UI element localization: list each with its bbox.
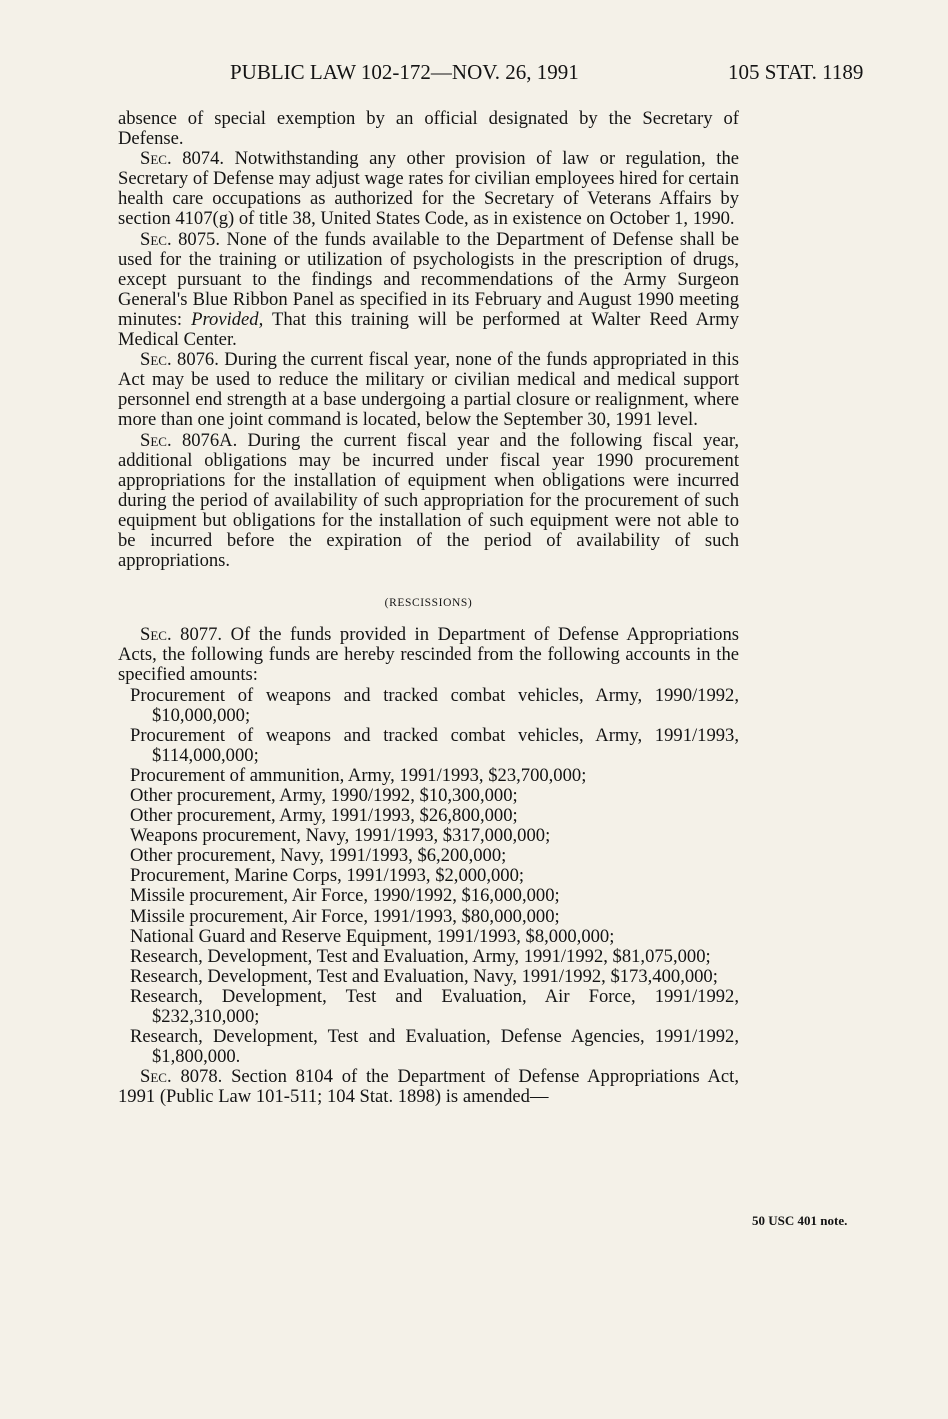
rescission-item: Research, Development, Test and Evaluation, Defense Agencies, 1991/1992, $1,800,000. — [130, 1026, 739, 1068]
rescission-item: Research, Development, Test and Evaluation, Army, 1991/1992, $81,075,000; — [130, 945, 711, 967]
stat-page-reference: 105 STAT. 1189 — [728, 60, 864, 84]
section-8075 — [118, 230, 739, 351]
rescission-item: National Guard and Reserve Equipment, 1991/1993, $8,000,000; — [130, 925, 615, 947]
section-text: 8075. None of the funds available to the Department of Defense shall be used for the training or utilization of psychologists in the prescription of drugs, except pursuant to the findings and recommendations of the Army Surgeon General's Blue Ribbon Panel as specified in its February and August 1990 meeting minutes: — [118, 228, 739, 330]
section-label: Sec. — [140, 624, 172, 646]
document-body — [118, 109, 739, 1108]
rescission-item: Procurement of ammunition, Army, 1991/1993, $23,700,000; — [130, 764, 587, 786]
rescission-item: Procurement, Marine Corps, 1991/1993, $2,000,000; — [130, 865, 525, 887]
rescissions-heading: (RESCISSIONS) — [384, 597, 473, 610]
provided-clause: Provided, — [191, 308, 264, 330]
section-8074 — [118, 149, 739, 229]
page-header — [0, 60, 948, 90]
section-label: Sec. — [140, 1066, 172, 1088]
section-text: 8077. Of the funds provided in Department of Defense Appropriations Acts, the following funds are hereby rescinded from the following accounts in the specified amounts: — [118, 624, 739, 686]
section-label: Sec. — [140, 148, 172, 170]
rescission-item: Missile procurement, Air Force, 1991/1993, $80,000,000; — [130, 905, 560, 927]
rescission-item: Other procurement, Army, 1991/1993, $26,800,000; — [130, 805, 518, 827]
rescission-item: Research, Development, Test and Evaluation, Navy, 1991/1992, $173,400,000; — [130, 965, 718, 987]
section-label: Sec. — [140, 349, 172, 371]
rescission-item: Research, Development, Test and Evaluation, Air Force, 1991/1992, $232,310,000; — [130, 985, 739, 1028]
continued-paragraph: absence of special exemption by an official designated by the Secretary of Defense. — [118, 108, 739, 150]
section-text-tail: That this training will be performed at Walter Reed Army Medical Center. — [118, 308, 740, 351]
section-text: 8078. Section 8104 of the Department of Defense Appropriations Act, 1991 (Public Law 101-511; 104 Stat. 1898) is amended— — [118, 1066, 739, 1108]
section-8076a — [118, 431, 739, 572]
rescission-item: Missile procurement, Air Force, 1990/1992, $16,000,000; — [130, 885, 560, 907]
section-text: 8074. Notwithstanding any other provision of law or regulation, the Secretary of Defense may adjust wage rates for civilian employees hired for certain health care occupations as authorized for the Secretary of Veterans Affairs by section 4107(g) of title 38, United States Code, as in existence on October 1, 1990. — [118, 148, 739, 230]
running-title: PUBLIC LAW 102-172—NOV. 26, 1991 — [230, 60, 579, 84]
section-label: Sec. — [140, 228, 172, 250]
rescission-item: Weapons procurement, Navy, 1991/1993, $317,000,000; — [130, 825, 551, 847]
section-8076 — [118, 350, 739, 430]
rescission-item: Procurement of weapons and tracked combat vehicles, Army, 1991/1993, $114,000,000; — [130, 724, 739, 766]
section-8078 — [118, 1067, 739, 1107]
section-8077 — [118, 625, 739, 685]
rescission-item: Procurement of weapons and tracked combat vehicles, Army, 1990/1992, $10,000,000; — [130, 684, 739, 726]
section-text: 8076A. During the current fiscal year and the following fiscal year, additional obligations may be incurred under fiscal year 1990 procurement appropriations for the installation of equipment when obligations were incurred during the period of availability of such appropriation for the procurement of such equipment but obligations for the installation of such equipment were not able to be incurred before the expiration of the period of availability of such appropriations. — [118, 429, 739, 572]
section-text: 8076. During the current fiscal year, none of the funds appropriated in this Act may be used to reduce the military or civilian medical and medical support personnel end strength at a base undergoing a partial closure or realignment, where more than one joint command is located, below the September 30, 1991 level. — [118, 349, 739, 431]
usc-margin-note: 50 USC 401 note. — [752, 1213, 848, 1228]
section-label: Sec. — [140, 429, 172, 451]
rescission-item: Other procurement, Navy, 1991/1993, $6,200,000; — [130, 845, 507, 867]
rescission-item: Other procurement, Army, 1990/1992, $10,300,000; — [130, 785, 518, 806]
